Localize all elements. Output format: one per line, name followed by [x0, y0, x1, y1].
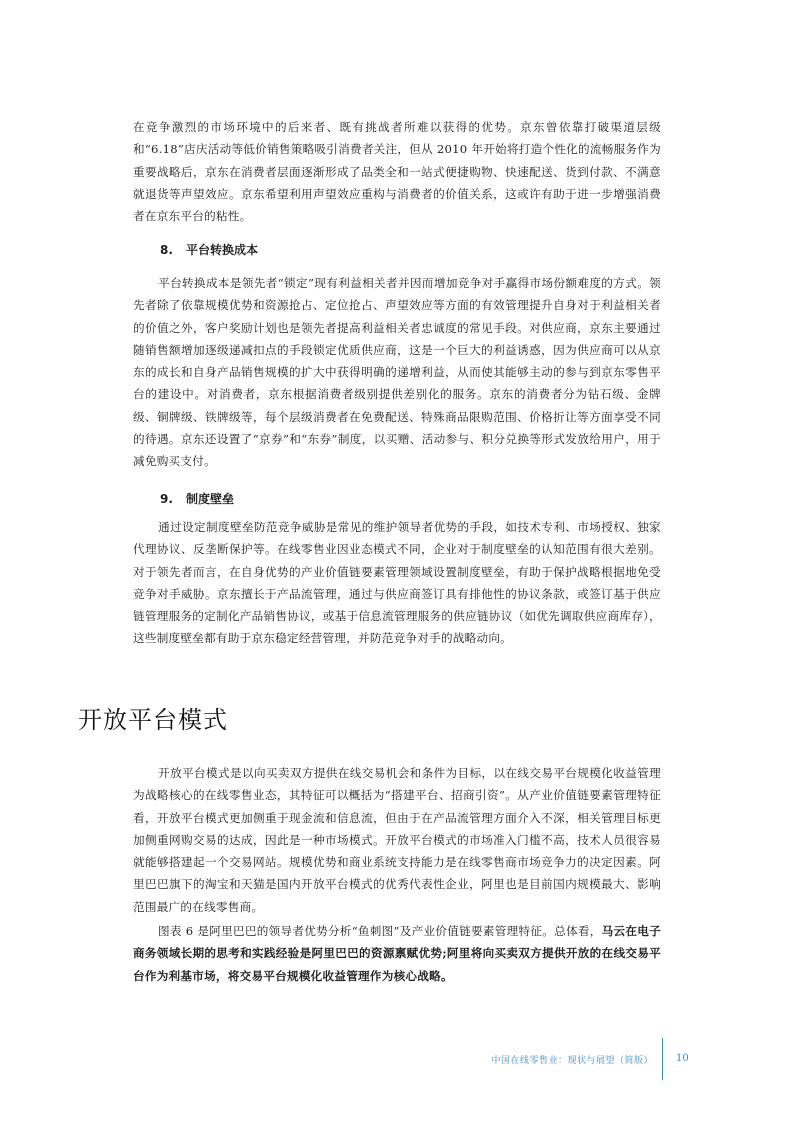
key-conclusion-text: 马云在电子商务领域长期的思考和实践经验是阿里巴巴的资源禀赋优势;阿里将向买卖双方提供开放的在线交易平台作为利基市场，将交易平台规模化收益管理作为核心战略。	[133, 924, 661, 983]
intro-paragraph: 在竞争激烈的市场环境中的后来者、既有挑战者所难以获得的优势。京东曾依靠打破渠道层级和“6.18”店庆活动等低价销售策略吸引消费者关注，但从 2010 年开始将打造个性化的流畅服务作为重要战略后，京东在消费者层面逐渐形成了品类全和一站式便捷购物、快速配送、货到付款、不满意就退货等声望效应。京东希望利用声望效应重构与消费者的价值关系，这或许有助于进一步增强消费者在京东平台的粘性。	[133, 120, 661, 224]
open-platform-paragraph-1: 开放平台模式是以向买卖双方提供在线交易机会和条件为目标，以在线交易平台规模化收益管理为战略核心的在线零售业态，其特征可以概括为“搭建平台、招商引资”。从产业价值链要素管理特征看，开放平台模式更加侧重于现金流和信息流，但由于在产品流管理方面介入不深，相关管理目标更加侧重网购交易的达成，因此是一种市场模式。开放平台模式的市场准入门槛不高，技术人员很容易就能够搭建起一个交易网站。规模优势和商业系统支持能力是在线零售商市场竞争力的决定因素。阿里巴巴旗下的淘宝和天猫是国内开放平台模式的优秀代表性企业，阿里也是目前国内规模最大、影响范围最广的在线零售商。	[133, 766, 661, 914]
footer-divider	[662, 1038, 663, 1080]
section-9-paragraph: 通过设定制度壁垒防范竞争威胁是常见的维护领导者优势的手段，如技术专利、市场授权、独家代理协议、反垄断保护等。在线零售业因业态模式不同，企业对于制度壁垒的认知范围有很大差别。对于领先者而言，在自身优势的产业价值链要素管理领域设置制度壁垒，有助于保护战略根据地免受竞争对手威胁。京东擅长于产品流管理，通过与供应商签订具有排他性的协议条款，或签订基于供应链管理服务的定制化产品销售协议，或基于信息流管理服务的供应链协议（如优先调取供应商库存），这些制度壁垒都有助于京东稳定经营管理，并防范竞争对手的战略动向。	[133, 520, 661, 646]
section-9-heading: 9. 制度壁垒	[160, 492, 235, 506]
section-8-paragraph: 平台转换成本是领先者“锁定”现有利益相关者并因而增加竞争对手赢得市场份额难度的方式。领先者除了依靠规模优势和资源抢占、定位抢占、声望效应等方面的有效管理提升自身对于利益相关者的价值之外，客户奖励计划也是领先者提高利益相关者忠诚度的常见手段。对供应商，京东主要通过随销售额增加逐级递减扣点的手段锁定优质供应商，这是一个巨大的利益诱惑，因为供应商可以从京东的成长和自身产品销售规模的扩大中获得明确的递增利益，从而使其能够主动的参与到京东零售平台的建设中。对消费者，京东根据消费者级别提供差别化的服务。京东的消费者分为钻石级、金牌级、铜牌级、铁牌级等，每个层级消费者在免费配送、特殊商品限购范围、价格折让等方面享受不同的待遇。京东还设置了“京券”和“东券”制度，以买赠、活动参与、积分兑换等形式发放给用户，用于减免购买支付。	[133, 276, 661, 469]
open-platform-title: 开放平台模式	[78, 706, 228, 734]
open-platform-paragraph-2: 图表 6 是阿里巴巴的领导者优势分析“鱼刺图”及产业价值链要素管理特征。总体看，马云在电子商务领域长期的思考和实践经验是阿里巴巴的资源禀赋优势;阿里将向买卖双方提供开放的在线交易平台作为利基市场，将交易平台规模化收益管理作为核心战略。	[133, 924, 661, 983]
section-8-heading: 8. 平台转换成本	[160, 243, 259, 257]
footer-report-title: 中国在线零售业：现状与展望（简版）	[491, 1056, 653, 1066]
page-number: 10	[676, 1053, 689, 1064]
